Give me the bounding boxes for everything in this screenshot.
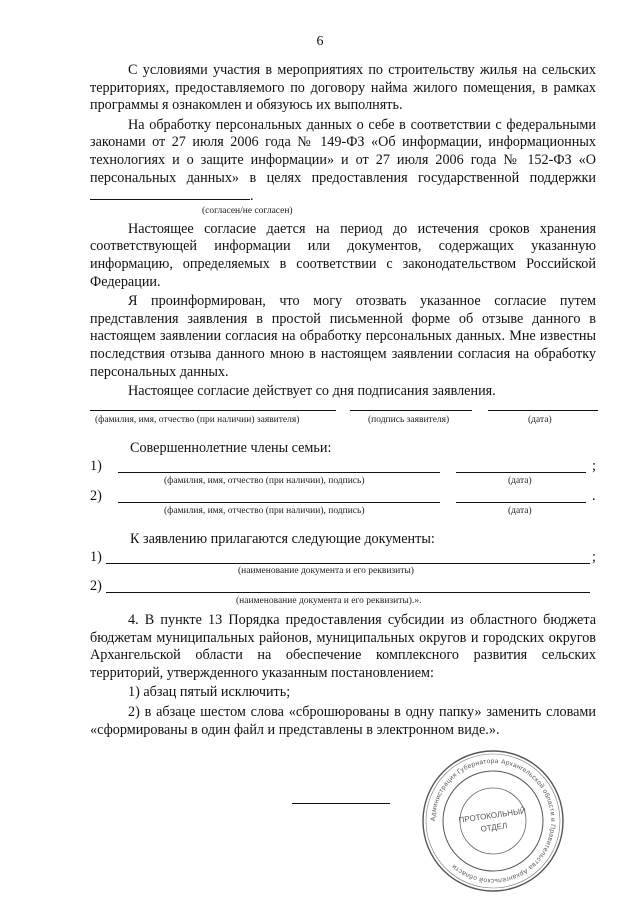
svg-text:Администрация Губернатора Арха — [430, 758, 556, 884]
page-number: 6 — [316, 34, 324, 49]
seal-ring-text: Администрация Губернатора Архангельской области и Правительства Архангельской области — [429, 757, 557, 885]
documents-row-2-number: 2) — [90, 578, 102, 594]
family-row-1-caption: (фамилия, имя, отчество (при наличии), подпись) — [164, 476, 365, 486]
documents-row-1-caption: (наименование документа и его реквизиты) — [238, 566, 414, 576]
amendment-item-1: 1) абзац пятый исключить; — [128, 684, 291, 701]
paragraph-validity: Настоящее согласие действует со дня подписания заявления. — [128, 383, 496, 400]
family-row-2-date-caption: (дата) — [508, 506, 532, 516]
family-row-1-date-caption: (дата) — [508, 476, 532, 486]
paragraph-withdrawal: Я проинформирован, что могу отозвать указанное согласие путем представления заявления в простой письменной форме об отзыве данного в настоящем заявлении согласия на обработку персональных данных. Мне известны последствия отзыва данного мною в настоящем заявлении согласия на обработку персональных данных. — [90, 293, 596, 380]
documents-row-2-line — [106, 592, 590, 593]
family-row-2-number: 2) — [90, 488, 102, 504]
family-row-2-name-line — [118, 502, 440, 503]
consent-caption: (согласен/не согласен) — [202, 205, 293, 216]
documents-heading: К заявлению прилагаются следующие документы: — [130, 531, 435, 547]
documents-row-2-caption: (наименование документа и его реквизиты).». — [236, 596, 422, 606]
paragraph-consent-text: На обработку персональных данных о себе в соответствии с федеральными законами от 27 июля 2006 года № 149-ФЗ «Об информации, информационных технологиях и о защите информации» и от 27 июля 2006 года № 152-ФЗ «О персональных данных» в целях предоставления государственной поддержки — [90, 116, 596, 186]
seal-stamp — [420, 748, 566, 894]
family-row-1-end: ; — [592, 458, 596, 474]
family-row-2-end: . — [592, 488, 596, 504]
closing-line — [292, 803, 390, 804]
seal-center-line-1: ПРОТОКОЛЬНЫЙ — [458, 806, 527, 825]
main-text — [90, 62, 596, 403]
consent-blank — [90, 187, 250, 200]
paragraph-conditions: С условиями участия в мероприятиях по строительству жилья на сельских территориях, предоставляемого по договору найма жилого помещения, в рамках программы я ознакомлен и обязуюсь их выполнять. — [90, 62, 596, 114]
family-row-2-caption: (фамилия, имя, отчество (при наличии), подпись) — [164, 506, 365, 516]
documents-row-1-number: 1) — [90, 549, 102, 565]
amendment-text — [90, 612, 596, 741]
amendment-paragraph: 4. В пункте 13 Порядка предоставления субсидии из областного бюджета бюджетам муниципальных районов, муниципальных округов и городских округов Архангельской области на обеспечение комплексного развития сельских территорий, утвержденного указанным постановлением: — [90, 612, 596, 681]
family-row-1-number: 1) — [90, 458, 102, 474]
family-row-2-date-line — [456, 502, 586, 503]
paragraph-consent: На обработку персональных данных о себе в соответствии с федеральными законами от 27 июля 2006 года № 149-ФЗ «Об информации, информационных технологиях и о защите информации» и от 27 июля 2006 года № 152-ФЗ «О персональных данных» в целях предоставления государственной поддержки . — [90, 116, 596, 205]
family-heading: Совершеннолетние члены семьи: — [130, 440, 332, 456]
applicant-name-caption: (фамилия, имя, отчество (при наличии) заявителя) — [95, 415, 300, 425]
applicant-sign-caption: (подпись заявителя) — [368, 415, 450, 425]
documents-row-1-end: ; — [592, 549, 596, 565]
family-row-1-date-line — [456, 472, 586, 473]
applicant-date-caption: (дата) — [528, 415, 552, 425]
amendment-item-2: 2) в абзаце шестом слова «сброшюрованы в одну папку» заменить словами «сформированы в один файл и представлены в электронном виде.». — [90, 703, 596, 738]
documents-row-1-line — [106, 563, 590, 564]
applicant-name-line — [90, 410, 336, 411]
applicant-date-line — [488, 410, 598, 411]
applicant-sign-line — [350, 410, 472, 411]
paragraph-period: Настоящее согласие дается на период до истечения сроков хранения соответствующей информации или документов, содержащих указанную информацию, определяемых в соответствии с законодательством Российской Федерации. — [90, 220, 596, 290]
seal-center-line-2: ОТДЕЛ — [479, 821, 508, 834]
family-row-1-name-line — [118, 472, 440, 473]
